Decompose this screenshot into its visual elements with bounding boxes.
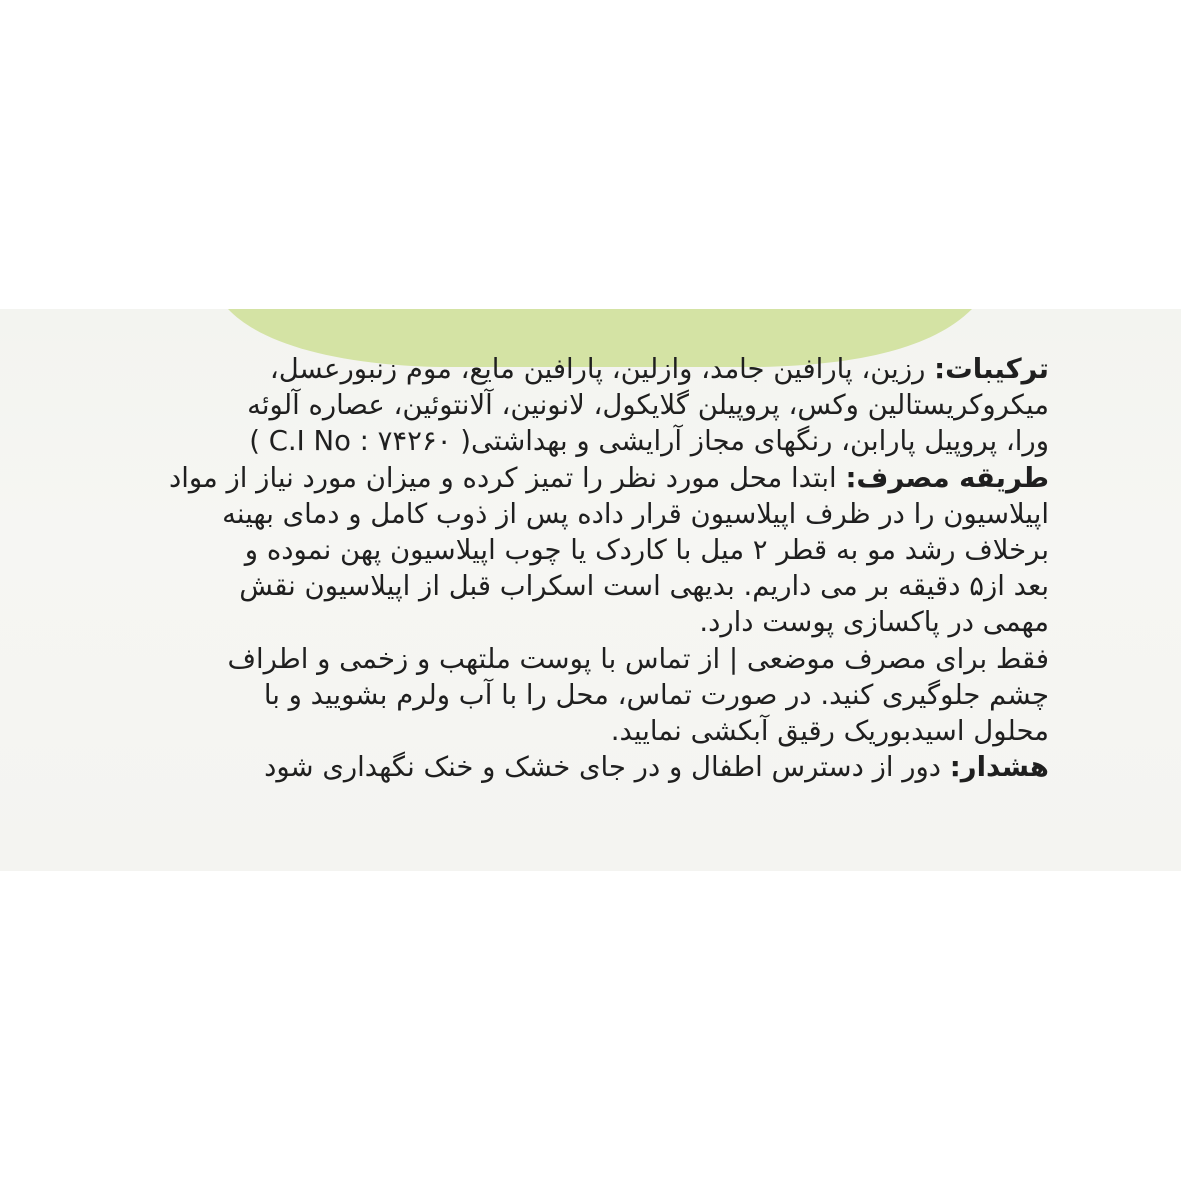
label-text [69, 351, 1049, 785]
ingredients-heading: ترکیبات: [934, 353, 1049, 385]
ingredients-paragraph [69, 351, 1049, 460]
usage-line-3: برخلاف رشد مو به قطر ۲ میل با کاردک یا چوب اپیلاسیون پهن نموده و [244, 534, 1049, 567]
ingredients-line-2: میکروکریستالین وکس، پروپیلن گلایکول، لانونین، آلانتوئین، عصاره آلوئه [247, 389, 1049, 422]
usage-paragraph [69, 460, 1049, 641]
warning-paragraph [69, 749, 1049, 785]
usage-line-1: طریقه مصرف: ابتدا محل مورد نظر را تمیز کرده و میزان مورد نیاز از مواد [168, 461, 1049, 494]
usage-heading: طریقه مصرف: [845, 461, 1049, 494]
caution-line-1: فقط برای مصرف موضعی | از تماس با پوست ملتهب و زخمی و اطراف [227, 642, 1049, 675]
usage-line-4: بعد از۵ دقیقه بر می داریم. بدیهی است اسکراب قبل از اپیلاسیون نقش [239, 570, 1049, 603]
warning-line: هشدار: دور از دسترس اطفال و در جای خشک و خنک نگهداری شود [264, 751, 1049, 784]
usage-line-5: مهمی در پاکسازی پوست دارد. [699, 606, 1049, 639]
product-label [0, 309, 1181, 871]
usage-line-2: اپیلاسیون را در ظرف اپیلاسیون قرار داده پس از ذوب کامل و دمای بهینه [222, 497, 1049, 530]
caution-line-3: محلول اسیدبوریک رقیق آبکشی نمایید. [610, 715, 1049, 748]
warning-heading: هشدار: [949, 751, 1049, 784]
caution-paragraph [69, 641, 1049, 750]
ingredients-line-3: ورا، پروپیل پارابن، رنگهای مجاز آرایشی و بهداشتی( C.I No : ۷۴۲۶۰ ) [249, 425, 1049, 458]
ingredients-line-1: ترکیبات: رزین، پارافین جامد، وازلین، پارافین مایع، موم زنبورعسل، [269, 353, 1049, 385]
caution-line-2: چشم جلوگیری کنید. در صورت تماس، محل را با آب ولرم بشویید و با [263, 678, 1049, 711]
